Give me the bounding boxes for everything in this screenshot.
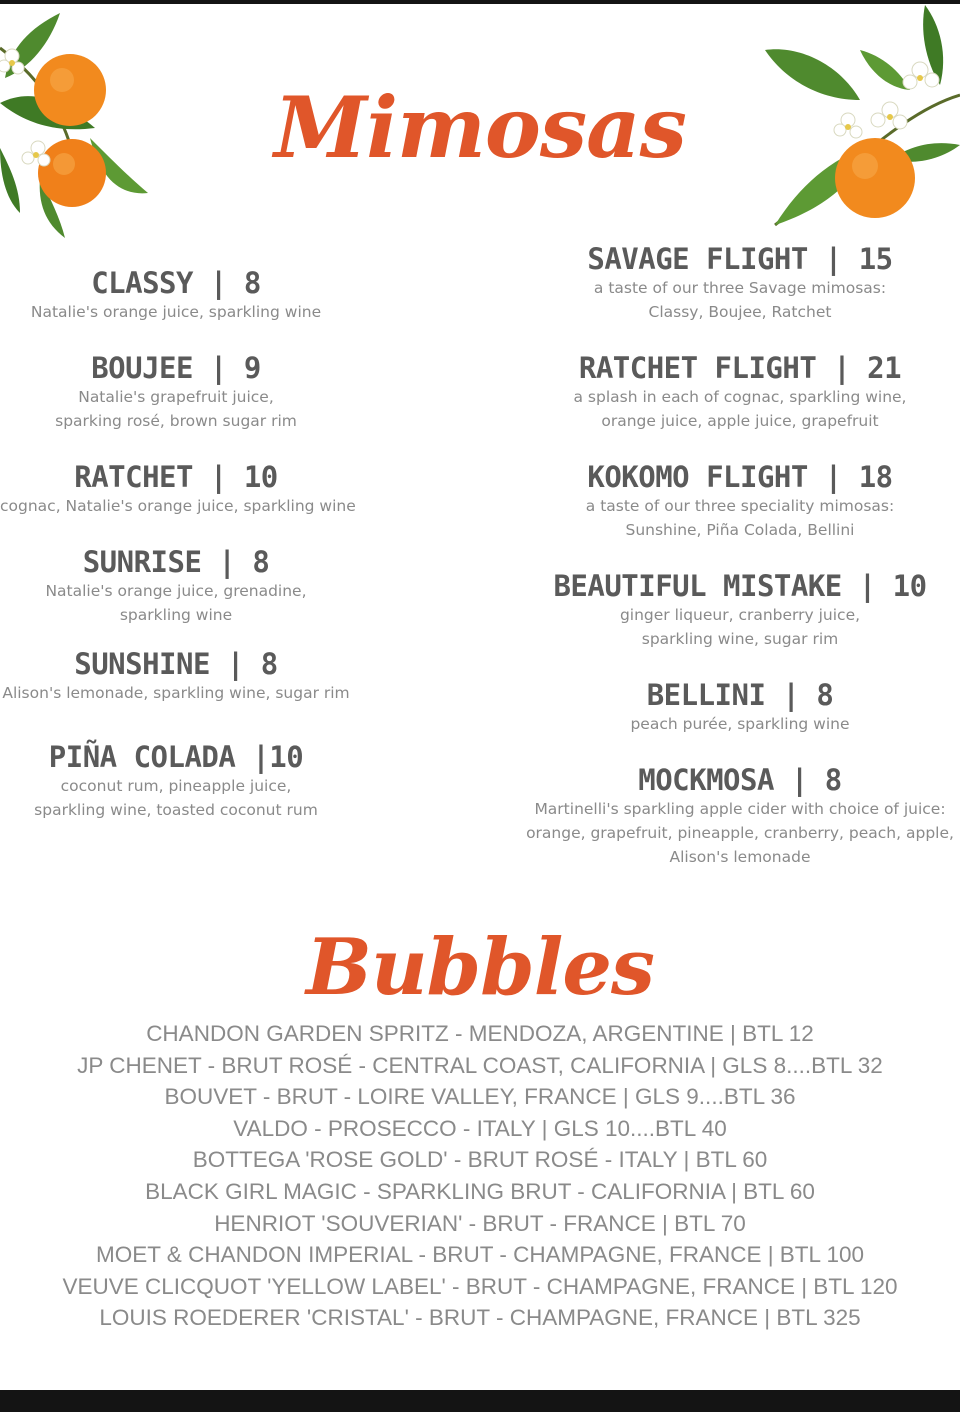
item-name: PIÑA COLADA |10 xyxy=(48,740,304,774)
description-line: sparking rosé, brown sugar rim xyxy=(55,412,297,430)
item-name: SUNSHINE | 8 xyxy=(74,647,278,681)
description-line: a taste of our three speciality mimosas: xyxy=(585,497,895,515)
item-name: BOUJEE | 9 xyxy=(91,351,261,385)
list-item: BOTTEGA 'ROSE GOLD' - BRUT ROSÉ - ITALY | BTL 60 xyxy=(192,1147,768,1173)
list-item: VEUVE CLICQUOT 'YELLOW LABEL' - BRUT - CHAMPAGNE, FRANCE | BTL 120 xyxy=(62,1273,898,1299)
item-name: RATCHET | 10 xyxy=(74,460,278,494)
description-line: Alison's lemonade, sparkling wine, sugar rim xyxy=(2,684,350,702)
item-description xyxy=(520,385,960,433)
description-line: Natalie's orange juice, grenadine, xyxy=(45,582,307,600)
item-name: MOCKMOSA | 8 xyxy=(638,763,842,797)
list-item: HENRIOT 'SOUVERIAN' - BRUT - FRANCE | BTL 70 xyxy=(214,1210,746,1236)
item-name: CLASSY | 8 xyxy=(91,266,261,300)
list-item: VALDO - PROSECCO - ITALY | GLS 10....BTL 40 xyxy=(233,1115,727,1141)
menu-item xyxy=(0,545,352,627)
description-line: coconut rum, pineapple juice, xyxy=(60,777,292,795)
menu-item xyxy=(0,647,352,705)
description-line: Sunshine, Piña Colada, Bellini xyxy=(625,521,855,539)
description-line: Natalie's grapefruit juice, xyxy=(78,388,274,406)
list-item: BOUVET - BRUT - LOIRE VALLEY, FRANCE | GLS 9....BTL 36 xyxy=(164,1084,796,1110)
bubbles-list xyxy=(0,1018,960,1334)
list-item: BLACK GIRL MAGIC - SPARKLING BRUT - CALIFORNIA | BTL 60 xyxy=(145,1178,815,1204)
description-line: Alison's lemonade xyxy=(669,848,811,866)
description-line: a taste of our three Savage mimosas: xyxy=(593,279,887,297)
item-description xyxy=(0,385,352,433)
menu-item xyxy=(0,460,356,518)
menu-item xyxy=(0,266,352,324)
menu-item xyxy=(520,569,960,651)
description-line: ginger liqueur, cranberry juice, xyxy=(619,606,861,624)
description-line: sparkling wine, toasted coconut rum xyxy=(34,801,318,819)
menu-item xyxy=(520,460,960,542)
item-description xyxy=(520,712,960,736)
item-description xyxy=(520,276,960,324)
description-line: peach purée, sparkling wine xyxy=(630,715,850,733)
menu-item xyxy=(0,740,352,822)
menu-item xyxy=(520,678,960,736)
description-line: Classy, Boujee, Ratchet xyxy=(648,303,832,321)
description-line: Martinelli's sparkling apple cider with choice of juice: xyxy=(534,800,946,818)
item-description xyxy=(520,603,960,651)
description-line: orange, grapefruit, pineapple, cranberry, peach, apple, xyxy=(526,824,954,842)
item-description xyxy=(0,300,352,324)
menu-item xyxy=(506,763,960,869)
item-description xyxy=(0,681,352,705)
list-item: JP CHENET - BRUT ROSÉ - CENTRAL COAST, CALIFORNIA | GLS 8....BTL 32 xyxy=(77,1052,883,1078)
bottom-border xyxy=(0,1390,960,1412)
item-description xyxy=(520,494,960,542)
item-description xyxy=(0,774,352,822)
description-line: Natalie's orange juice, sparkling wine xyxy=(30,303,322,321)
item-description xyxy=(0,494,356,518)
item-name: BEAUTIFUL MISTAKE | 10 xyxy=(553,569,927,603)
item-name: KOKOMO FLIGHT | 18 xyxy=(587,460,893,494)
list-item: CHANDON GARDEN SPRITZ - MENDOZA, ARGENTINE | BTL 12 xyxy=(146,1021,814,1046)
list-item: LOUIS ROEDERER 'CRISTAL' - BRUT - CHAMPAGNE, FRANCE | BTL 325 xyxy=(99,1305,861,1331)
item-description xyxy=(506,797,960,869)
item-description xyxy=(0,579,352,627)
description-line: orange juice, apple juice, grapefruit xyxy=(601,412,879,430)
item-name: RATCHET FLIGHT | 21 xyxy=(578,351,902,385)
description-line: sparkling wine xyxy=(119,606,233,624)
item-name: SUNRISE | 8 xyxy=(82,545,270,579)
description-line: cognac, Natalie's orange juice, sparkling wine xyxy=(0,497,356,515)
menu-item xyxy=(520,351,960,433)
list-item: MOET & CHANDON IMPERIAL - BRUT - CHAMPAGNE, FRANCE | BTL 100 xyxy=(95,1242,865,1268)
mimosas-heading: Mimosas xyxy=(274,78,686,177)
description-line: a splash in each of cognac, sparkling wine, xyxy=(573,388,907,406)
item-name: BELLINI | 8 xyxy=(646,678,834,712)
item-name: SAVAGE FLIGHT | 15 xyxy=(587,242,893,276)
description-line: sparkling wine, sugar rim xyxy=(641,630,839,648)
menu-item xyxy=(0,351,352,433)
bubbles-heading: Bubbles xyxy=(306,922,654,1013)
menu-item xyxy=(520,242,960,324)
